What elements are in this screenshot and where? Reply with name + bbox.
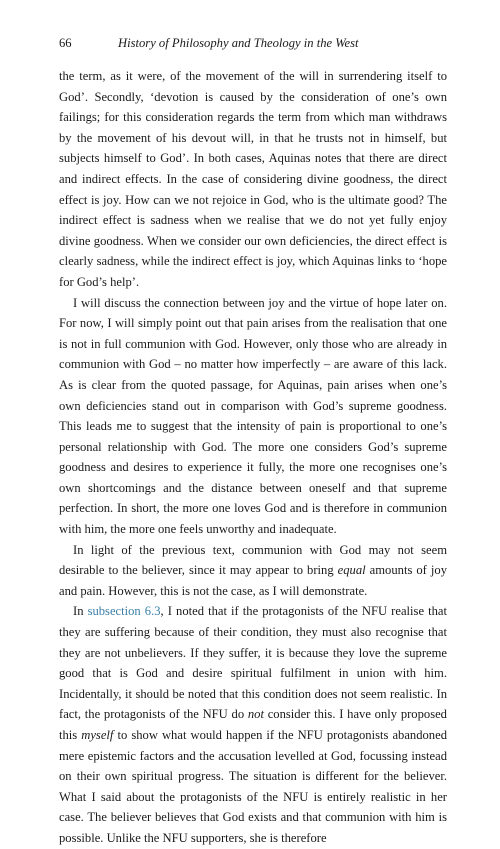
paragraph-2: I will discuss the connection between joy and the virtue of hope later on. For now, I will simply point out that pain arises from the realisation that one is not in full communion with God. However, only those who are already in communion with God – no matter how imperfectly – are aware of this lack. As is clear from the quoted passage, for Aquinas, pain arises when one’s own deficiencies stand out in comparison with God’s supreme goodness. This leads me to suggest that the intensity of pain is proportional to one’s personal relationship with God. The more one considers God’s supreme goodness and desires to experience it fully, the more one recognises one’s own shortcomings and the distance between oneself and that supreme perfection. In short, the more one loves God and is therefore in communion with him, the more one feels unworthy and inadequate. — [59, 295, 447, 537]
paragraph-3-text-end: amounts of joy and pain. However, this is not the case, as I will demonstrate. — [59, 563, 447, 598]
subsection-link[interactable]: subsection 6.3 — [87, 604, 161, 619]
emphasis-equal: equal — [337, 563, 366, 578]
page-header — [59, 33, 447, 55]
running-title: History of Philosophy and Theology in the West — [118, 36, 359, 50]
paragraph-3 — [59, 540, 447, 602]
paragraph-4-text-end: to show what would happen if the NFU protagonists abandoned mere epistemic factors and the accusation levelled at God, focussing instead on their own spiritual progress. The situation is different for the believer. What I said about the protagonists of the NFU is entirely realistic in her case. The believer believes that God exists and that communion with him is possible. Unlike the NFU supporters, she is therefore — [59, 728, 447, 845]
book-page — [59, 33, 447, 849]
paragraph-4-text-start: In — [73, 604, 88, 619]
emphasis-myself: myself — [81, 728, 114, 742]
page-number: 66 — [59, 36, 72, 50]
paragraph-4-text-mid: , I noted that if the protagonists of the NFU realise that they are suffering because of their condition, they must also recognise that they are not unbelievers. If they suffer, it is because they love the supreme good that is God and desire spiritual fulfilment in union with him. Incidentally, it should be noted that this condition does not seem realistic. In fact, the protagonists of the NFU do — [59, 604, 447, 722]
emphasis-not: not — [247, 707, 264, 722]
paragraph-1: the term, as it were, of the movement of the will in surrendering itself to God’. Secondly, ‘devotion is caused by the consideration of one’s own failings; for this consideration regards the term from which man withdraws by the movement of his devout will, in that he trusts not in himself, but subjects himself to God’. In both cases, Aquinas notes that there are direct and indirect effects. In the case of considering divine goodness, the direct effect is joy. How can we not rejoice in God, who is the ultimate good? The indirect effect is sadness when we realise that we do not yet fully enjoy divine goodness. When we consider our own deficiencies, the direct effect is clearly sadness, while the indirect effect is joy, which Aquinas links to ‘hope for God’s help’. — [59, 69, 447, 289]
paragraph-4 — [59, 601, 447, 848]
paragraph-4-text-mid2: consider this. I have only proposed this — [59, 707, 447, 742]
paragraph-3-text: In light of the previous text, communion with God may not seem desirable to the believer, since it may appear to bring — [59, 542, 447, 578]
